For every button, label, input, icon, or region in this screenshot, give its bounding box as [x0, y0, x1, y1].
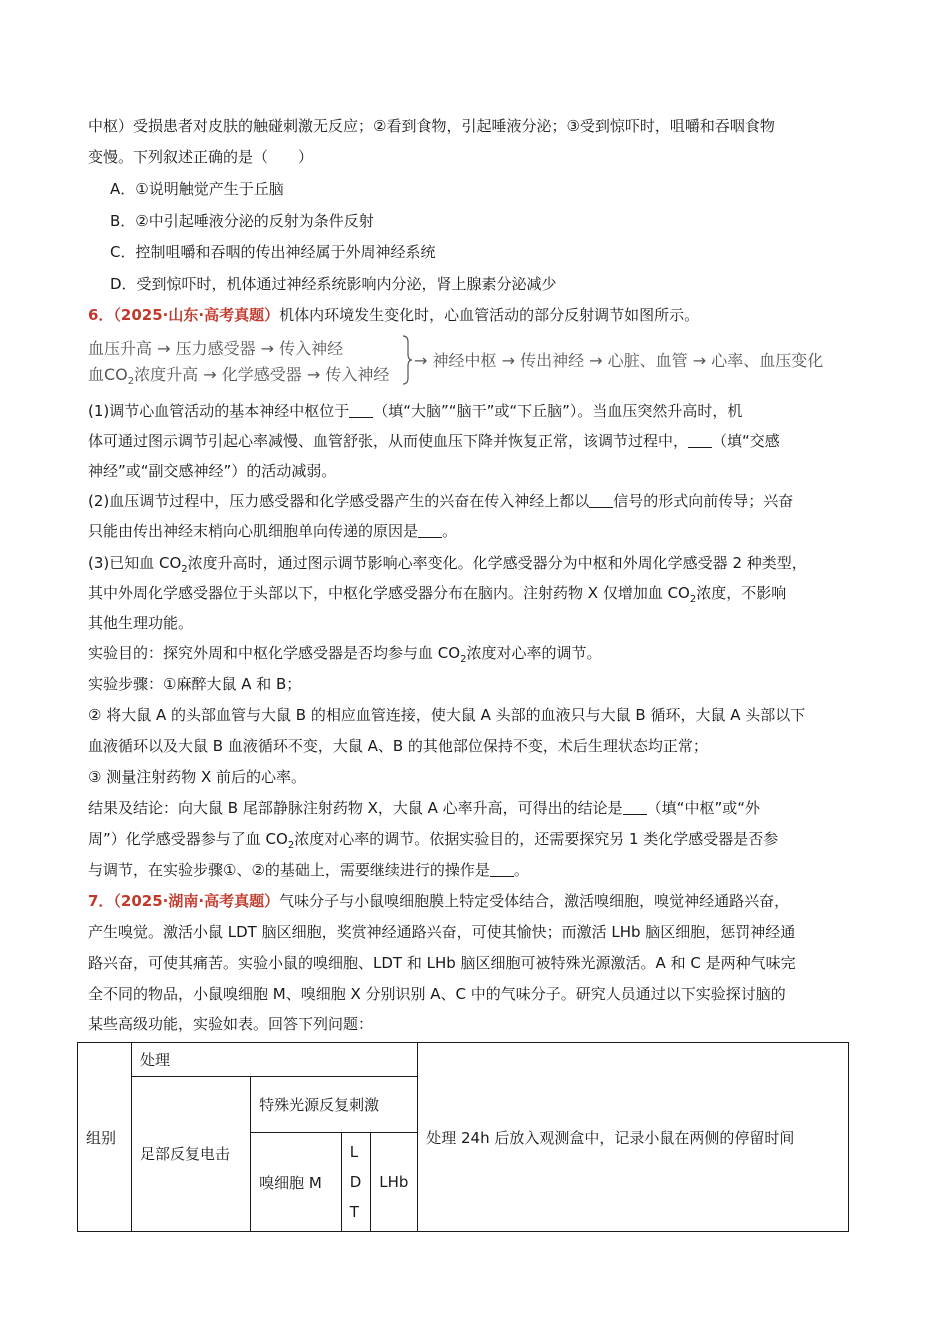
- q7-source-tag: 7．（2025·湖南·高考真题）: [88, 892, 280, 910]
- q6-part2-text-d: 。: [442, 522, 458, 540]
- q5-option-d: D．受到惊吓时，机体通过神经系统影响内分泌，肾上腺素分泌减少: [110, 275, 557, 293]
- q5-stem-line1: 中枢）受损患者对皮肤的触碰刺激无反应；②看到食物，引起唾液分泌；③受到惊吓时，咀嚼和吞咽食物: [88, 117, 775, 135]
- q6-part2-text-a: (2)血压调节过程中，压力感受器和化学感受器产生的兴奋在传入神经上都以: [88, 492, 590, 510]
- q6-part3-text-a: (3)已知血 CO: [88, 554, 182, 572]
- table-header-foot-shock: 足部反复电击: [131, 1077, 250, 1232]
- brace-icon: [401, 334, 413, 386]
- q6-source-tag: 6．（2025·山东·高考真题）: [88, 306, 280, 324]
- q6-part3-text-b: 浓度升高时，通过图示调节影响心率变化。化学感受器分为中枢和外周化学感受器 2 种类型，: [187, 554, 807, 572]
- diagram-co2-subscript: 2: [127, 376, 135, 388]
- answer-blank: [490, 862, 514, 877]
- q6-step-3: ③ 测量注射药物 X 前后的心率。: [88, 768, 307, 786]
- q6-result-line3: [88, 860, 529, 880]
- q7-line4: 全不同的物品，小鼠嗅细胞 M、嗅细胞 X 分别识别 A、C 中的气味分子。研究人员通过以下实验探讨脑的: [88, 985, 786, 1003]
- q6-part1-text-a: (1)调节心血管活动的基本神经中枢位于: [88, 402, 350, 420]
- table-header-ldt: LDT: [341, 1133, 371, 1232]
- q6-intro: 机体内环境发生变化时，心血管活动的部分反射调节如图所示。: [279, 306, 700, 324]
- diagram-co2-label: 血CO: [88, 365, 128, 384]
- result-text-a: 结果及结论：向大鼠 B 尾部静脉注射药物 X，大鼠 A 心率升高，可得出的结论是: [88, 799, 623, 817]
- result-text-d: 浓度对心率的调节。依据实验目的，还需要探究另 1 类化学感受器是否参: [294, 830, 779, 848]
- q6-part2-text-b: 信号的形式向前传导；兴奋: [613, 492, 794, 510]
- answer-blank: [418, 523, 442, 538]
- q6-part2-text-c: 只能由传出神经末梢向心肌细胞单向传递的原因是: [88, 522, 419, 540]
- aim-text-a: 实验目的：探究外周和中枢化学感受器是否均参与血 CO: [88, 644, 461, 662]
- q5-stem-line2: 变慢。下列叙述正确的是（ ）: [88, 148, 314, 166]
- table-header-light-stimulation: 特殊光源反复刺激: [251, 1077, 418, 1133]
- diagram-row-pressure: 血压升高 → 压力感受器 → 传入神经: [88, 339, 344, 358]
- table-header-treatment: 处理: [131, 1043, 417, 1077]
- q6-part1-text-d: （填“交感: [712, 432, 780, 450]
- q6-experiment-aim: [88, 643, 601, 670]
- q6-part3-line3: 其他生理功能。: [88, 614, 194, 632]
- q6-part3-text-d: 浓度，不影响: [696, 584, 787, 602]
- q5-option-a: A．①说明触觉产生于丘脑: [110, 180, 284, 198]
- answer-blank: [623, 800, 647, 815]
- q7-header: [88, 891, 789, 911]
- table-header-observation: 处理 24h 后放入观测盒中，记录小鼠在两侧的停留时间: [418, 1043, 849, 1232]
- table-header-group: 组别: [78, 1043, 132, 1232]
- answer-blank: [349, 403, 373, 418]
- table-header-lhb: LHb: [371, 1133, 418, 1232]
- q6-result-line1: [88, 798, 760, 818]
- q5-option-b: B．②中引起唾液分泌的反射为条件反射: [110, 212, 374, 230]
- q6-step-2-line1: ② 将大鼠 A 的头部血管与大鼠 B 的相应血管连接，使大鼠 A 头部的血液只与大鼠 B 循环，大鼠 A 头部以下: [88, 706, 806, 724]
- result-text-e: 与调节，在实验步骤①、②的基础上，需要继续进行的操作是: [88, 861, 490, 879]
- q6-part3-line1: [88, 553, 807, 580]
- q6-part3-text-c: 其中外周化学感受器位于头部以下，中枢化学感受器分布在脑内。注射药物 X 仅增加血 CO: [88, 584, 690, 602]
- q6-part1-line3: 神经”或“副交感神经”）的活动减弱。: [88, 462, 337, 480]
- answer-blank: [688, 433, 712, 448]
- co2-subscript: 2: [181, 564, 188, 575]
- q6-part3-line2: [88, 583, 786, 610]
- diagram-row-co2: [88, 362, 389, 387]
- q7-line2: 产生嗅觉。激活小鼠 LDT 脑区细胞，奖赏神经通路兴奋，可使其愉快；而激活 LHb 脑区细胞，惩罚神经通: [88, 923, 796, 941]
- diagram-co2-path: 浓度升高 → 化学感受器 → 传入神经: [134, 365, 390, 384]
- co2-subscript: 2: [460, 654, 467, 665]
- q6-result-line2: [88, 829, 778, 856]
- q6-part1-line2: [88, 431, 780, 451]
- q6-step-1: 实验步骤：①麻醉大鼠 A 和 B；: [88, 675, 302, 693]
- result-text-f: 。: [513, 861, 529, 879]
- q6-part1-text-b: （填“大脑”“脑干”或“下丘脑”）。当血压突然升高时，机: [373, 402, 743, 420]
- experiment-table: [77, 1042, 849, 1232]
- q6-part2-line1: [88, 491, 793, 511]
- q7-line1: 气味分子与小鼠嗅细胞膜上特定受体结合，激活嗅细胞，嗅觉神经通路兴奋，: [279, 892, 790, 910]
- q6-step-2-line2: 血液循环以及大鼠 B 血液循环不变，大鼠 A、B 的其他部位保持不变，术后生理状态均正常；: [88, 737, 708, 755]
- q6-part1-line1: [88, 401, 742, 421]
- aim-text-b: 浓度对心率的调节。: [466, 644, 602, 662]
- diagram-output-path: → 神经中枢 → 传出神经 → 心脏、血管 → 心率、血压变化: [414, 351, 824, 370]
- reflex-diagram: [88, 334, 848, 388]
- answer-blank: [589, 493, 613, 508]
- q7-line3: 路兴奋，可使其痛苦。实验小鼠的嗅细胞、LDT 和 LHb 脑区细胞可被特殊光源激活。A 和 C 是两种气味完: [88, 954, 796, 972]
- result-text-c: 周”）化学感受器参与了血 CO: [88, 830, 288, 848]
- q5-option-c: C．控制咀嚼和吞咽的传出神经属于外周神经系统: [110, 243, 436, 261]
- table-header-olfactory-cell-m: 嗅细胞 M: [251, 1133, 342, 1232]
- q6-part2-line2: [88, 521, 457, 541]
- co2-subscript: 2: [287, 840, 295, 851]
- q6-header: [88, 305, 699, 325]
- result-text-b: （填“中枢”或“外: [646, 799, 760, 817]
- q7-line5: 某些高级功能，实验如表。回答下列问题：: [88, 1015, 374, 1033]
- co2-subscript: 2: [689, 594, 697, 605]
- q6-part1-text-c: 体可通过图示调节引起心率减慢、血管舒张，从而使血压下降并恢复正常，该调节过程中，: [88, 432, 689, 450]
